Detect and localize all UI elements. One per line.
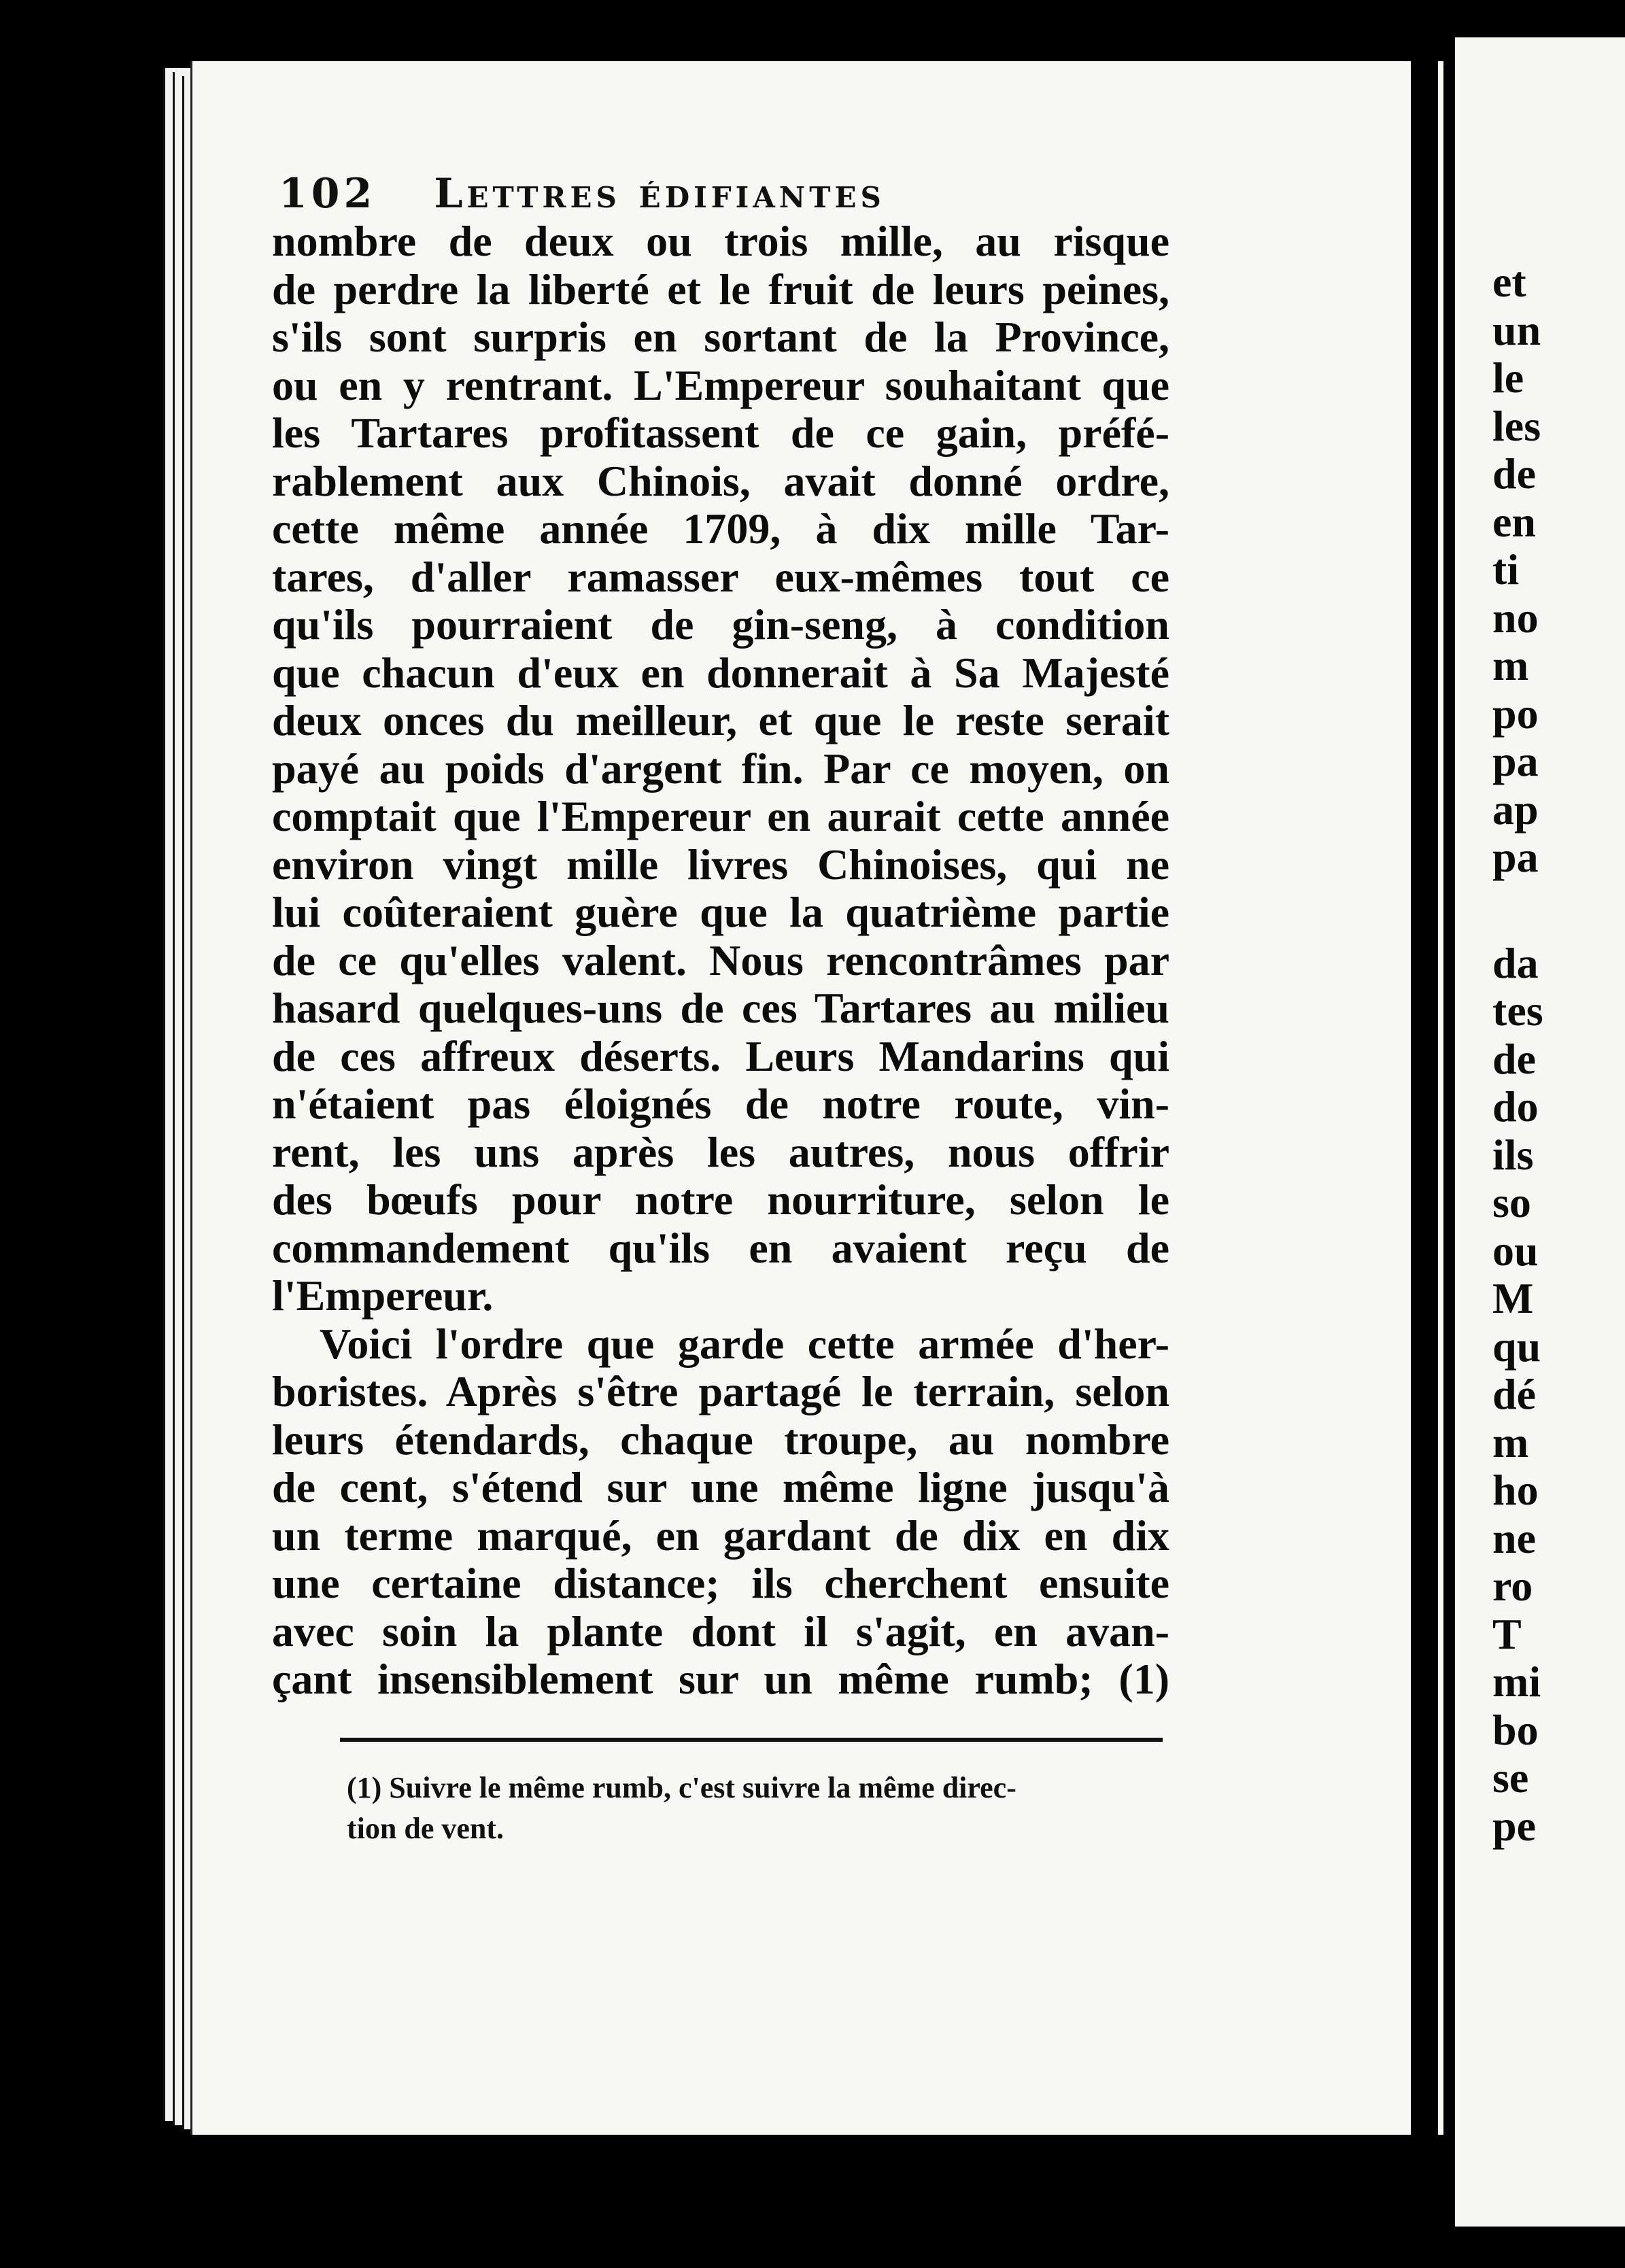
text-line: boristes. Après s'être partagé le terrain, selon xyxy=(272,1367,1169,1415)
text-line: hasard quelques-uns de ces Tartares au milieu xyxy=(272,984,1169,1032)
footnote-line: (1) Suivre le même rumb, c'est suivre la même direc- xyxy=(347,1771,1016,1804)
right-page-fragment: M xyxy=(1492,1274,1534,1322)
right-page-fragment: do xyxy=(1492,1082,1539,1131)
right-page-fragment: so xyxy=(1492,1178,1531,1226)
right-page-fragment: bo xyxy=(1492,1705,1539,1754)
text-line: lui coûteraient guère que la quatrième partie xyxy=(272,888,1169,936)
book-gutter xyxy=(1411,27,1438,2169)
text-line: un terme marqué, en gardant de dix en dix xyxy=(272,1511,1169,1560)
right-page-fragment: mi xyxy=(1492,1657,1541,1706)
right-page-fragment: da xyxy=(1492,938,1539,987)
footnote-line: tion de vent. xyxy=(347,1812,504,1845)
text-line: comptait que l'Empereur en aurait cette année xyxy=(272,792,1169,840)
footnote-rule xyxy=(340,1738,1163,1742)
right-page-fragment: ne xyxy=(1492,1513,1536,1562)
text-line: environ vingt mille livres Chinoises, qui ne xyxy=(272,840,1169,889)
footnote xyxy=(347,1768,1163,1849)
right-page-fragment: no xyxy=(1492,593,1539,642)
text-line: çant insensiblement sur un même rumb; (1) xyxy=(272,1655,1169,1703)
right-page-fragment: le xyxy=(1492,354,1524,402)
right-page-fragment: de xyxy=(1492,1034,1536,1083)
text-line: qu'ils pourraient de gin-seng, à condition xyxy=(272,600,1169,649)
right-page-fragment: ro xyxy=(1492,1562,1533,1610)
text-line: avec soin la plante dont il s'agit, en avan- xyxy=(272,1606,1169,1655)
running-header xyxy=(279,170,1163,218)
right-page-fragment: tes xyxy=(1492,986,1543,1035)
text-line: ou en y rentrant. L'Empereur souhaitant que xyxy=(272,360,1169,409)
right-page-fragment: m xyxy=(1492,1418,1529,1466)
text-line: commandement qu'ils en avaient reçu de xyxy=(272,1223,1169,1272)
text-line: rablement aux Chinois, avait donné ordre, xyxy=(272,456,1169,505)
running-title: Lettres édifiantes xyxy=(434,170,885,218)
text-line: de perdre la liberté et le fruit de leurs peines, xyxy=(272,264,1169,313)
page-number: 102 xyxy=(279,170,377,218)
right-page-fragment: ho xyxy=(1492,1466,1539,1514)
right-page-fragment: de xyxy=(1492,449,1536,498)
right-page-fragment: ti xyxy=(1492,545,1520,594)
right-page-fragment: et xyxy=(1492,258,1526,306)
text-line: des bœufs pour notre nourriture, selon le xyxy=(272,1175,1169,1224)
right-page-fragment: pe xyxy=(1492,1801,1536,1850)
text-line: rent, les uns après les autres, nous offrir xyxy=(272,1127,1169,1176)
right-page-fragment: ap xyxy=(1492,785,1539,834)
right-page-fragment: ils xyxy=(1492,1130,1534,1179)
text-line: que chacun d'eux en donnerait à Sa Majesté xyxy=(272,648,1169,697)
right-page-fragment: un xyxy=(1492,305,1541,354)
text-line: Voici l'ordre que garde cette armée d'her- xyxy=(320,1319,1169,1368)
text-line: une certaine distance; ils cherchent ensuite xyxy=(272,1559,1169,1607)
text-line: n'étaient pas éloignés de notre route, vin- xyxy=(272,1080,1169,1128)
right-page-text xyxy=(1492,258,1625,1850)
text-line: l'Empereur. xyxy=(272,1271,494,1320)
text-line: s'ils sont surpris en sortant de la Province, xyxy=(272,313,1169,361)
text-line: cette même année 1709, à dix mille Tar- xyxy=(272,504,1169,553)
right-page-fragment: en xyxy=(1492,497,1536,546)
text-line: de ces affreux déserts. Leurs Mandarins qui xyxy=(272,1031,1169,1080)
text-line: de ce qu'elles valent. Nous rencontrâmes par xyxy=(272,935,1169,984)
right-page-fragment: T xyxy=(1492,1609,1522,1658)
text-line: nombre de deux ou trois mille, au risque xyxy=(272,217,1169,265)
paragraph-gap xyxy=(1492,882,1625,940)
right-page-fragment: pa xyxy=(1492,833,1539,881)
text-line: tares, d'aller ramasser eux-mêmes tout ce xyxy=(272,552,1169,601)
text-line: payé au poids d'argent fin. Par ce moyen, on xyxy=(272,744,1169,793)
right-page-fragment: se xyxy=(1492,1753,1529,1802)
right-page-fragment: les xyxy=(1492,401,1541,450)
right-page-fragment: dé xyxy=(1492,1370,1536,1418)
right-page-fragment: qu xyxy=(1492,1322,1541,1371)
right-page-fragment: m xyxy=(1492,641,1529,689)
text-line: leurs étendards, chaque troupe, au nombre xyxy=(272,1415,1169,1464)
right-page-fragment: ou xyxy=(1492,1226,1539,1275)
right-page-fragment: pa xyxy=(1492,737,1539,785)
text-line: deux onces du meilleur, et que le reste serait xyxy=(272,696,1169,744)
body-text xyxy=(272,218,1169,1704)
text-line: de cent, s'étend sur une même ligne jusqu'à xyxy=(272,1463,1169,1511)
right-page-fragment: po xyxy=(1492,689,1539,738)
text-line: les Tartares profitassent de ce gain, préfé- xyxy=(272,409,1169,457)
